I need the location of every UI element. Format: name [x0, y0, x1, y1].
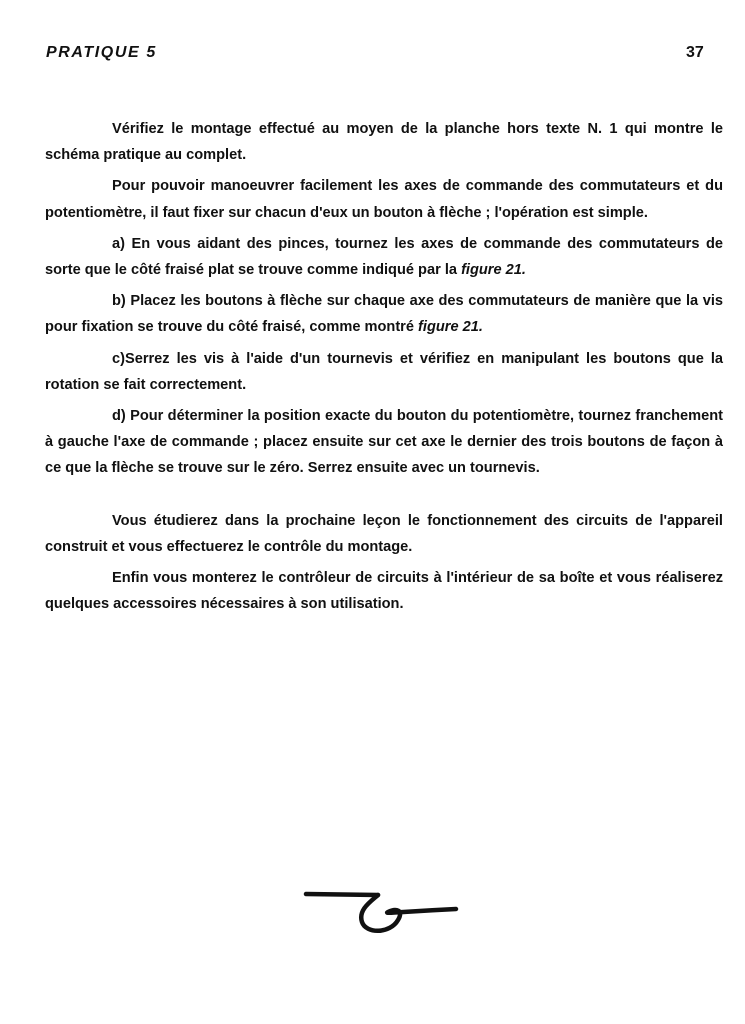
paragraph-step-a [45, 231, 723, 283]
step-a-text: a) En vous aidant des pinces, tournez les axes de commande des commutateurs de sorte que le côté fraisé plat se trouve comme indiqué par la [45, 235, 723, 279]
figure-reference: figure 21. [418, 319, 483, 336]
paragraph-next-lesson: Vous étudierez dans la prochaine leçon le fonctionnement des circuits de l'appareil construit et vous effectuerez le contrôle du montage. [45, 512, 723, 555]
paragraph-final-assembly: Enfin vous monterez le contrôleur de circuits à l'intérieur de sa boîte et vous réaliserez quelques accessoires nécessaires à son utilisation. [45, 570, 723, 613]
figure-reference: figure 21. [461, 262, 526, 279]
step-b-text: b) Placez les boutons à flèche sur chaque axe des commutateurs de manière que la vis pour fixation se trouve du côté fraisé, comme montré [45, 293, 723, 336]
paragraph-step-d: d) Pour déterminer la position exacte du bouton du potentiomètre, tournez franchement à gauche l'axe de commande ; placez ensuite sur cet axe le dernier des trois boutons de façon à ce que la flèche se trouve sur le zéro. Serrez ensuite avec un tournevis. [45, 408, 723, 477]
page-number: 37 [686, 44, 704, 61]
paragraph-verify-assembly: Vérifiez le montage effectué au moyen de la planche hors texte N. 1 qui montre le schéma pratique au complet. [45, 121, 723, 164]
document-body [45, 116, 723, 622]
paragraph-step-b [45, 288, 723, 340]
running-header: PRATIQUE 5 [46, 44, 157, 61]
paragraph-arrow-knobs: Pour pouvoir manoeuvrer facilement les axes de commande des commutateurs et du potentiomètre, il faut fixer sur chacun d'eux un bouton à flèche ; l'opération est simple. [45, 178, 723, 221]
end-flourish-icon [300, 882, 460, 942]
paragraph-step-c: c)Serrez les vis à l'aide d'un tournevis et vérifiez en manipulant les boutons que la rotation se fait correctement. [45, 350, 723, 393]
